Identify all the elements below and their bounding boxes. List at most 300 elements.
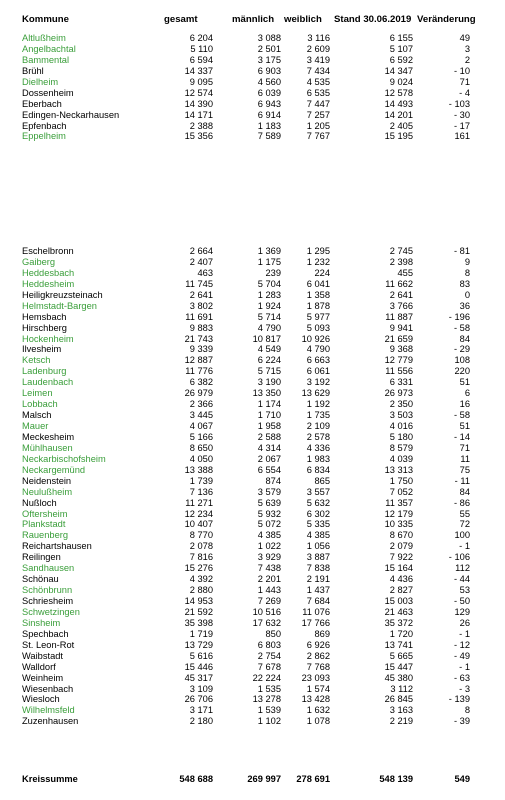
row-gesamt: 8 770 <box>189 530 213 541</box>
row-maennlich: 4 385 <box>257 530 281 541</box>
summary-stand: 548 139 <box>379 774 413 784</box>
row-veraenderung: 55 <box>459 508 470 519</box>
row-stand: 9 024 <box>389 76 413 87</box>
row-veraenderung: 112 <box>455 563 470 574</box>
row-maennlich: 13 350 <box>252 388 281 399</box>
row-gesamt: 6 382 <box>189 377 213 388</box>
row-veraenderung: 0 <box>464 289 470 300</box>
table-row <box>0 33 505 44</box>
row-kommune[interactable]: Neulußheim <box>22 486 73 497</box>
row-weiblich: 5 977 <box>306 311 330 322</box>
row-kommune[interactable]: Heddesbach <box>22 267 75 278</box>
row-veraenderung: - 17 <box>453 120 470 131</box>
row-kommune: St. Leon-Rot <box>22 639 75 650</box>
row-gesamt: 11 691 <box>185 311 213 322</box>
table-row <box>0 651 505 662</box>
table-row <box>0 541 505 552</box>
table-row <box>0 694 505 705</box>
row-veraenderung: - 196 <box>448 311 470 322</box>
table-row <box>0 388 505 399</box>
row-kommune: Nußloch <box>22 497 57 508</box>
row-gesamt: 14 953 <box>184 596 213 606</box>
row-gesamt: 2 407 <box>189 256 213 267</box>
row-gesamt: 7 816 <box>189 552 213 563</box>
row-maennlich: 4 560 <box>257 76 281 87</box>
row-kommune[interactable]: Neckarbischofsheim <box>22 453 106 464</box>
row-kommune[interactable]: Neckargemünd <box>22 464 86 475</box>
row-maennlich: 22 224 <box>252 672 281 683</box>
row-stand: 10 335 <box>384 519 413 530</box>
row-stand: 12 578 <box>384 87 413 98</box>
row-maennlich: 10 817 <box>252 333 281 344</box>
row-stand: 12 179 <box>384 508 413 519</box>
row-gesamt: 15 276 <box>184 563 213 574</box>
table-row <box>0 99 505 110</box>
row-kommune[interactable]: Schönbrunn <box>22 585 73 596</box>
row-veraenderung: 26 <box>459 617 470 628</box>
row-weiblich: 5 093 <box>306 322 330 333</box>
row-gesamt: 45 317 <box>184 672 213 683</box>
row-maennlich: 2 754 <box>257 650 281 661</box>
row-maennlich: 1 539 <box>257 705 281 716</box>
row-kommune: Hemsbach <box>22 311 67 322</box>
table-row <box>0 121 505 132</box>
row-weiblich: 7 768 <box>306 661 330 672</box>
row-kommune: Spechbach <box>22 628 69 639</box>
row-stand: 14 347 <box>384 65 413 76</box>
row-gesamt: 8 650 <box>189 442 213 453</box>
table-row <box>0 454 505 465</box>
row-veraenderung: - 103 <box>448 98 470 109</box>
row-stand: 6 331 <box>389 377 413 388</box>
row-gesamt: 11 745 <box>185 278 213 289</box>
row-kommune: Eschelbronn <box>22 246 74 256</box>
row-veraenderung: 16 <box>459 399 470 410</box>
table-row <box>0 131 505 142</box>
row-kommune: Heiligkreuzsteinach <box>22 289 103 300</box>
summary-gesamt: 548 688 <box>179 774 213 784</box>
row-maennlich: 2 501 <box>257 43 281 54</box>
row-kommune: Dossenheim <box>22 87 74 98</box>
table-row <box>0 257 505 268</box>
row-stand: 2 641 <box>389 289 413 300</box>
row-weiblich: 7 767 <box>306 131 330 142</box>
row-stand: 13 741 <box>384 639 413 650</box>
row-gesamt: 1 739 <box>189 475 213 486</box>
row-weiblich: 1 205 <box>306 120 330 131</box>
table-row <box>0 410 505 421</box>
row-weiblich: 13 428 <box>301 694 330 705</box>
row-stand: 6 592 <box>389 54 413 65</box>
table-row <box>0 421 505 432</box>
row-stand: 26 845 <box>384 694 413 705</box>
row-gesamt: 12 234 <box>184 508 213 519</box>
row-gesamt: 9 883 <box>189 322 213 333</box>
row-stand: 15 195 <box>384 131 413 142</box>
summary-row <box>0 774 505 786</box>
row-veraenderung: 84 <box>459 486 470 497</box>
row-maennlich: 3 175 <box>257 54 281 65</box>
row-weiblich: 5 632 <box>306 497 330 508</box>
row-weiblich: 3 116 <box>307 33 330 43</box>
row-stand: 2 079 <box>389 541 413 552</box>
row-stand: 11 662 <box>385 278 413 289</box>
row-veraenderung: - 1 <box>459 661 470 672</box>
row-kommune: Edingen-Neckarhausen <box>22 109 120 120</box>
row-weiblich: 7 684 <box>306 596 330 606</box>
row-kommune[interactable]: Schwetzingen <box>22 606 80 617</box>
row-kommune: Schriesheim <box>22 596 74 606</box>
row-kommune[interactable]: Altlußheim <box>22 33 66 43</box>
row-stand: 6 155 <box>389 33 413 43</box>
row-weiblich: 11 076 <box>302 606 330 617</box>
table-row <box>0 705 505 716</box>
row-gesamt: 9 095 <box>189 76 213 87</box>
row-maennlich: 5 932 <box>257 508 281 519</box>
row-veraenderung: - 1 <box>459 541 470 552</box>
row-kommune: Ilvesheim <box>22 344 62 355</box>
row-kommune[interactable]: Heddesheim <box>22 278 75 289</box>
header-stand: Stand 30.06.2019 <box>334 14 412 25</box>
row-gesamt: 2 078 <box>189 541 213 552</box>
row-gesamt: 21 743 <box>184 333 213 344</box>
row-gesamt: 26 706 <box>184 694 213 705</box>
table-row <box>0 618 505 629</box>
row-weiblich: 4 535 <box>306 76 330 87</box>
row-kommune[interactable]: Leimen <box>22 388 53 399</box>
row-veraenderung: 3 <box>464 43 470 54</box>
row-maennlich: 3 579 <box>257 486 281 497</box>
row-maennlich: 5 072 <box>257 519 281 530</box>
row-weiblich: 224 <box>314 267 330 278</box>
row-veraenderung: 129 <box>454 606 470 617</box>
row-maennlich: 1 710 <box>257 410 281 421</box>
row-veraenderung: - 50 <box>453 596 470 606</box>
row-stand: 7 052 <box>389 486 413 497</box>
table-row <box>0 66 505 77</box>
header-kommune: Kommune <box>22 14 69 25</box>
row-gesamt: 3 171 <box>189 705 213 716</box>
row-maennlich: 1 183 <box>257 120 281 131</box>
table-row <box>0 563 505 574</box>
row-stand: 2 405 <box>389 120 413 131</box>
row-gesamt: 2 180 <box>189 716 213 727</box>
header-veraenderung: Veränderung <box>417 14 476 25</box>
row-weiblich: 6 041 <box>306 278 330 289</box>
row-kommune[interactable]: Mühlhausen <box>22 442 73 453</box>
row-maennlich: 1 174 <box>257 399 281 410</box>
row-veraenderung: 75 <box>459 464 470 475</box>
row-stand: 15 003 <box>384 596 413 606</box>
row-kommune[interactable]: Rauenberg <box>22 530 69 541</box>
row-maennlich: 10 516 <box>252 606 281 617</box>
row-veraenderung: 49 <box>459 33 470 43</box>
row-kommune[interactable]: Oftersheim <box>22 508 68 519</box>
row-gesamt: 3 109 <box>189 683 213 694</box>
table-row <box>0 596 505 607</box>
row-maennlich: 4 549 <box>257 344 281 355</box>
row-weiblich: 1 437 <box>306 585 330 596</box>
row-veraenderung: 83 <box>459 278 470 289</box>
row-weiblich: 1 295 <box>306 246 330 256</box>
row-stand: 8 579 <box>389 442 413 453</box>
row-weiblich: 1 192 <box>306 399 330 410</box>
row-stand: 4 039 <box>389 453 413 464</box>
row-gesamt: 21 592 <box>184 606 213 617</box>
row-kommune: Weinheim <box>22 672 64 683</box>
row-veraenderung: - 106 <box>448 552 470 563</box>
row-kommune[interactable]: Helmstadt-Bargen <box>22 300 97 311</box>
table-row <box>0 246 505 257</box>
row-gesamt: 6 204 <box>189 33 213 43</box>
row-veraenderung: - 139 <box>448 694 470 705</box>
summary-veraenderung: 549 <box>454 774 470 784</box>
row-kommune[interactable]: Ladenburg <box>22 366 67 377</box>
row-veraenderung: - 1 <box>459 628 470 639</box>
row-maennlich: 7 269 <box>257 596 281 606</box>
row-gesamt: 4 392 <box>189 574 213 585</box>
row-maennlich: 5 639 <box>257 497 281 508</box>
row-kommune[interactable]: Plankstadt <box>22 519 66 530</box>
row-maennlich: 6 903 <box>257 65 281 76</box>
table-row <box>0 629 505 640</box>
row-gesamt: 2 641 <box>189 289 213 300</box>
row-kommune: Eberbach <box>22 98 62 109</box>
row-weiblich: 3 192 <box>306 377 330 388</box>
row-gesamt: 2 880 <box>189 585 213 596</box>
row-maennlich: 1 175 <box>257 256 281 267</box>
row-veraenderung: 108 <box>454 355 470 366</box>
row-kommune[interactable]: Ketsch <box>22 355 51 366</box>
row-gesamt: 9 339 <box>189 344 213 355</box>
row-stand: 11 887 <box>385 311 413 322</box>
row-weiblich: 5 335 <box>306 519 330 530</box>
row-maennlich: 3 088 <box>257 33 281 43</box>
row-kommune[interactable]: Dielheim <box>22 76 59 87</box>
row-kommune[interactable]: Sandhausen <box>22 563 75 574</box>
table-header <box>0 14 505 26</box>
row-weiblich: 4 385 <box>306 530 330 541</box>
row-stand: 2 745 <box>389 246 413 256</box>
row-veraenderung: 9 <box>464 256 470 267</box>
row-weiblich: 7 838 <box>306 563 330 574</box>
row-maennlich: 17 632 <box>252 617 281 628</box>
row-kommune[interactable]: Wilhelmsfeld <box>22 705 75 716</box>
row-gesamt: 5 110 <box>190 43 213 54</box>
row-stand: 2 350 <box>389 399 413 410</box>
row-kommune[interactable]: Laudenbach <box>22 377 74 388</box>
row-kommune: Hirschberg <box>22 322 67 333</box>
table-row <box>0 465 505 476</box>
row-maennlich: 1 924 <box>257 300 281 311</box>
row-weiblich: 1 078 <box>306 716 330 727</box>
row-weiblich: 2 609 <box>306 43 330 54</box>
row-kommune[interactable]: Lobbach <box>22 399 58 410</box>
row-weiblich: 17 766 <box>301 617 330 628</box>
row-stand: 11 556 <box>385 366 413 377</box>
table-row <box>0 355 505 366</box>
row-gesamt: 5 166 <box>189 431 213 442</box>
row-veraenderung: - 81 <box>453 246 470 256</box>
row-stand: 1 750 <box>389 475 413 486</box>
row-maennlich: 1 958 <box>257 421 281 431</box>
row-weiblich: 2 191 <box>306 574 330 585</box>
row-weiblich: 13 629 <box>301 388 330 399</box>
row-kommune: Malsch <box>22 410 52 421</box>
row-maennlich: 2 201 <box>257 574 281 585</box>
table-row <box>0 268 505 279</box>
row-stand: 35 372 <box>384 617 413 628</box>
row-gesamt: 463 <box>197 267 213 278</box>
row-weiblich: 7 434 <box>306 65 330 76</box>
row-stand: 15 164 <box>384 563 413 574</box>
row-gesamt: 4 067 <box>189 421 213 431</box>
row-weiblich: 6 061 <box>306 366 330 377</box>
row-veraenderung: - 30 <box>453 109 470 120</box>
table-row <box>0 77 505 88</box>
row-stand: 11 357 <box>385 497 413 508</box>
row-stand: 5 180 <box>389 431 413 442</box>
table-row <box>0 88 505 99</box>
row-maennlich: 6 803 <box>257 639 281 650</box>
row-gesamt: 3 445 <box>189 410 213 421</box>
row-weiblich: 23 093 <box>301 672 330 683</box>
row-weiblich: 1 358 <box>306 289 330 300</box>
row-kommune: Schönau <box>22 574 59 585</box>
row-gesamt: 10 407 <box>184 519 213 530</box>
table-row <box>0 476 505 487</box>
row-weiblich: 7 257 <box>306 109 330 120</box>
row-weiblich: 1 878 <box>306 300 330 311</box>
row-stand: 13 313 <box>384 464 413 475</box>
table-row <box>0 607 505 618</box>
row-gesamt: 3 802 <box>189 300 213 311</box>
row-veraenderung: 72 <box>459 519 470 530</box>
row-stand: 5 107 <box>389 43 413 54</box>
table-row <box>0 487 505 498</box>
row-kommune: Wiesloch <box>22 694 60 705</box>
row-gesamt: 2 664 <box>189 246 213 256</box>
row-veraenderung: - 3 <box>459 683 470 694</box>
row-stand: 21 659 <box>384 333 413 344</box>
row-veraenderung: - 10 <box>453 65 470 76</box>
row-veraenderung: 6 <box>464 388 470 399</box>
row-veraenderung: 84 <box>459 333 470 344</box>
row-stand: 3 163 <box>389 705 413 716</box>
table-row <box>0 279 505 290</box>
row-kommune: Reilingen <box>22 552 61 563</box>
row-gesamt: 35 398 <box>184 617 213 628</box>
row-maennlich: 7 678 <box>257 661 281 672</box>
row-veraenderung: - 29 <box>453 344 470 355</box>
table-row <box>0 377 505 388</box>
row-maennlich: 1 102 <box>257 716 281 727</box>
row-veraenderung: - 58 <box>453 410 470 421</box>
table-row <box>0 443 505 454</box>
row-maennlich: 1 283 <box>257 289 281 300</box>
row-weiblich: 1 632 <box>306 705 330 716</box>
row-stand: 14 493 <box>384 98 413 109</box>
table-row <box>0 519 505 530</box>
row-veraenderung: - 4 <box>459 87 470 98</box>
row-veraenderung: 8 <box>464 705 470 716</box>
row-gesamt: 6 594 <box>189 54 213 65</box>
row-kommune: Brühl <box>22 65 44 76</box>
table-row <box>0 662 505 673</box>
row-kommune[interactable]: Gaiberg <box>22 256 56 267</box>
row-veraenderung: 161 <box>454 131 470 142</box>
row-gesamt: 11 271 <box>185 497 213 508</box>
row-maennlich: 1 443 <box>257 585 281 596</box>
row-veraenderung: 8 <box>464 267 470 278</box>
row-weiblich: 2 862 <box>306 650 330 661</box>
row-gesamt: 2 366 <box>189 399 213 410</box>
table-row <box>0 44 505 55</box>
row-stand: 21 463 <box>384 606 413 617</box>
row-stand: 2 398 <box>389 256 413 267</box>
row-weiblich: 2 578 <box>306 431 330 442</box>
row-veraenderung: 2 <box>464 54 470 65</box>
row-kommune[interactable]: Sinsheim <box>22 617 61 628</box>
row-veraenderung: 11 <box>460 453 470 464</box>
row-veraenderung: - 58 <box>453 322 470 333</box>
table-row <box>0 552 505 563</box>
row-kommune: Epfenbach <box>22 120 67 131</box>
row-kommune[interactable]: Angelbachtal <box>22 43 76 54</box>
table-row <box>0 344 505 355</box>
table-row <box>0 530 505 541</box>
row-stand: 9 941 <box>389 322 413 333</box>
row-stand: 3 112 <box>390 683 413 694</box>
row-maennlich: 239 <box>265 267 281 278</box>
table-block-1 <box>0 33 505 142</box>
row-stand: 26 973 <box>384 388 413 399</box>
row-kommune[interactable]: Bammental <box>22 54 70 65</box>
row-stand: 14 201 <box>384 109 413 120</box>
row-maennlich: 6 224 <box>257 355 281 366</box>
row-maennlich: 850 <box>265 628 281 639</box>
row-weiblich: 6 302 <box>306 508 330 519</box>
row-kommune[interactable]: Hockenheim <box>22 333 74 344</box>
row-weiblich: 6 834 <box>306 464 330 475</box>
row-gesamt: 11 776 <box>185 366 213 377</box>
table-row <box>0 323 505 334</box>
row-maennlich: 4 790 <box>257 322 281 333</box>
row-veraenderung: 51 <box>459 377 470 388</box>
row-veraenderung: - 63 <box>453 672 470 683</box>
table-row <box>0 585 505 596</box>
row-veraenderung: 71 <box>459 76 470 87</box>
row-maennlich: 1 022 <box>257 541 281 552</box>
row-weiblich: 4 336 <box>306 442 330 453</box>
row-stand: 3 503 <box>389 410 413 421</box>
row-stand: 4 016 <box>389 421 413 431</box>
row-gesamt: 7 136 <box>189 486 213 497</box>
row-weiblich: 4 790 <box>306 344 330 355</box>
row-veraenderung: 51 <box>459 421 470 431</box>
table-row <box>0 366 505 377</box>
row-kommune[interactable]: Eppelheim <box>22 131 66 142</box>
row-maennlich: 3 190 <box>257 377 281 388</box>
row-kommune: Waibstadt <box>22 650 63 661</box>
row-maennlich: 1 369 <box>257 246 281 256</box>
row-kommune[interactable]: Mauer <box>22 421 49 431</box>
row-stand: 15 447 <box>384 661 413 672</box>
row-gesamt: 13 729 <box>184 639 213 650</box>
row-maennlich: 7 589 <box>257 131 281 142</box>
row-maennlich: 874 <box>265 475 281 486</box>
row-stand: 1 720 <box>389 628 413 639</box>
